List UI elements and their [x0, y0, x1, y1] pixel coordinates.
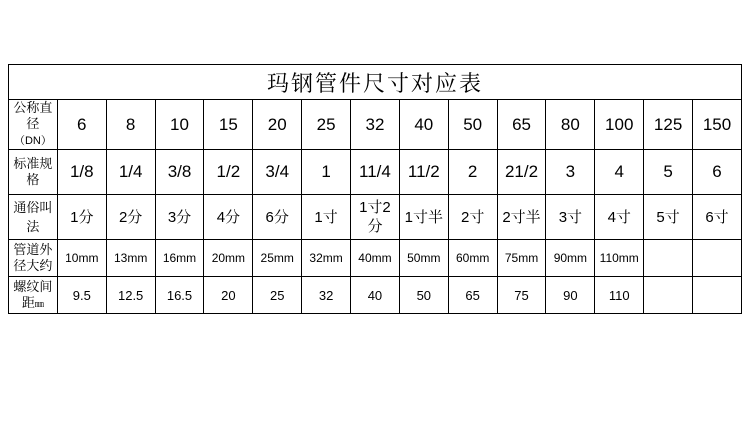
table-cell: 2	[448, 150, 497, 195]
table-cell	[693, 277, 742, 314]
table-cell	[57, 195, 106, 240]
table-cell: 10	[155, 100, 204, 150]
row-header-line2: 径	[26, 116, 40, 131]
table-cell: 16.5	[155, 277, 204, 314]
table-cell: 6	[57, 100, 106, 150]
table-cell-text: 4寸	[607, 208, 631, 226]
table-cell	[253, 195, 302, 240]
table-cell: 65	[448, 277, 497, 314]
table-row-thread-pitch	[9, 277, 742, 314]
table-cell-text: 2寸	[460, 208, 485, 226]
table-cell: 20mm	[204, 240, 253, 277]
row-header-common-name	[9, 195, 58, 240]
table-row-outer-diameter	[9, 240, 742, 277]
table-cell: 3/8	[155, 150, 204, 195]
table-cell: 3/4	[253, 150, 302, 195]
row-header-line2: 距	[21, 294, 35, 310]
row-header-line2: 法	[26, 219, 40, 234]
table-cell: 25	[253, 277, 302, 314]
row-header-line1: 标准规	[13, 156, 53, 171]
table-cell	[351, 195, 400, 240]
table-cell	[595, 195, 644, 240]
table-cell: 80	[546, 100, 595, 150]
table-cell: 110mm	[595, 240, 644, 277]
row-header-standard-spec	[9, 150, 58, 195]
table-cell	[204, 195, 253, 240]
table-cell	[644, 240, 693, 277]
table-cell: 16mm	[155, 240, 204, 277]
table-title-row	[9, 65, 742, 100]
pipe-fitting-size-table	[8, 64, 742, 314]
table-cell: 9.5	[57, 277, 106, 314]
table-cell	[693, 195, 742, 240]
table-cell: 21/2	[497, 150, 546, 195]
table-cell: 75	[497, 277, 546, 314]
table-cell	[399, 195, 448, 240]
table-cell: 40	[351, 277, 400, 314]
table-cell: 32	[302, 277, 351, 314]
row-header-thread-pitch	[9, 277, 58, 314]
table-row-standard-spec	[9, 150, 742, 195]
table-cell: 100	[595, 100, 644, 150]
row-header-line2: 径大约	[13, 258, 53, 273]
row-header-sub: （DN）	[13, 135, 52, 147]
table-cell: 75mm	[497, 240, 546, 277]
table-cell: 15	[204, 100, 253, 150]
table-cell-text: 6寸	[705, 208, 729, 226]
table-cell: 125	[644, 100, 693, 150]
table-cell-text: 1寸半	[404, 208, 443, 226]
row-header-line1: 通俗叫	[13, 200, 53, 215]
table-cell: 50	[399, 277, 448, 314]
table-cell: 50mm	[399, 240, 448, 277]
table-cell	[448, 195, 497, 240]
table-cell-text: 1分	[70, 208, 94, 226]
table-cell-text: 2分	[118, 208, 143, 226]
table-cell: 25mm	[253, 240, 302, 277]
table-cell	[302, 195, 351, 240]
table-cell: 12.5	[106, 277, 155, 314]
row-header-nominal-diameter	[9, 100, 58, 150]
table-cell: 20	[253, 100, 302, 150]
table-cell: 40	[399, 100, 448, 150]
table-cell: 110	[595, 277, 644, 314]
row-header-outer-diameter	[9, 240, 58, 277]
table-cell: 20	[204, 277, 253, 314]
row-header-unit: ㎜	[34, 298, 44, 309]
row-header-line1: 管道外	[13, 242, 53, 257]
table-cell: 1/8	[57, 150, 106, 195]
table-cell	[155, 195, 204, 240]
table-cell	[693, 240, 742, 277]
table-cell-text: 5寸	[656, 208, 680, 226]
table-row-common-name	[9, 195, 742, 240]
table-cell	[106, 195, 155, 240]
table-cell: 3	[546, 150, 595, 195]
table-cell: 1/4	[106, 150, 155, 195]
spec-table-container	[8, 64, 742, 314]
table-cell: 11/2	[399, 150, 448, 195]
table-cell-text: 1寸2分	[359, 199, 391, 235]
table-cell-text: 3分	[167, 208, 192, 226]
table-cell: 50	[448, 100, 497, 150]
row-header-line2: 格	[26, 172, 40, 187]
table-cell: 6	[693, 150, 742, 195]
table-cell: 150	[693, 100, 742, 150]
table-cell-text: 4分	[216, 208, 241, 226]
table-cell-text: 1寸	[314, 208, 338, 226]
table-cell: 60mm	[448, 240, 497, 277]
table-cell: 1	[302, 150, 351, 195]
page-title: 玛钢管件尺寸对应表	[9, 65, 742, 100]
table-cell: 8	[106, 100, 155, 150]
table-cell: 40mm	[351, 240, 400, 277]
table-cell: 11/4	[351, 150, 400, 195]
table-cell-text: 6分	[265, 208, 289, 226]
table-cell	[546, 195, 595, 240]
table-cell: 90mm	[546, 240, 595, 277]
table-cell: 90	[546, 277, 595, 314]
table-cell	[644, 195, 693, 240]
table-cell: 65	[497, 100, 546, 150]
table-cell	[497, 195, 546, 240]
table-cell	[644, 277, 693, 314]
table-row-nominal-diameter	[9, 100, 742, 150]
table-cell: 32mm	[302, 240, 351, 277]
row-header-line1: 螺纹间	[13, 278, 53, 294]
table-cell: 13mm	[106, 240, 155, 277]
table-cell: 4	[595, 150, 644, 195]
table-cell-text: 3寸	[558, 208, 583, 226]
table-cell: 10mm	[57, 240, 106, 277]
table-cell: 25	[302, 100, 351, 150]
table-cell-text: 2寸半	[502, 208, 541, 226]
table-cell: 1/2	[204, 150, 253, 195]
table-cell: 32	[351, 100, 400, 150]
table-cell: 5	[644, 150, 693, 195]
row-header-line1: 公称直	[13, 100, 53, 115]
